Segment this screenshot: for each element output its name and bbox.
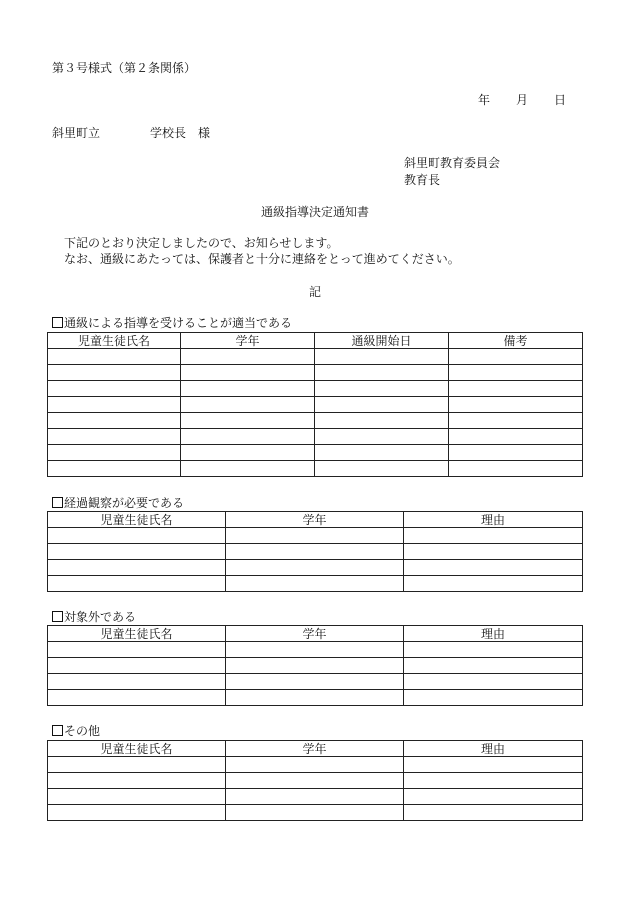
sender-org: 斜里町教育委員会 xyxy=(404,156,501,170)
section-label-not-applicable xyxy=(52,610,136,624)
table-cell[interactable] xyxy=(404,690,583,706)
section-label-text: 通級による指導を受けることが適当である xyxy=(64,316,293,330)
form-number: 第３号様式（第２条関係） xyxy=(52,61,197,75)
table-cell[interactable] xyxy=(226,658,404,674)
date-year-label: 年 xyxy=(478,93,491,107)
table-cell[interactable] xyxy=(48,349,181,365)
table-row xyxy=(48,576,583,592)
table-cell[interactable] xyxy=(404,642,583,658)
table-cell[interactable] xyxy=(48,690,226,706)
table-cell[interactable] xyxy=(48,461,181,477)
column-header-name: 児童生徒氏名 xyxy=(48,741,226,757)
column-header-grade: 学年 xyxy=(226,626,404,642)
table-header-row xyxy=(48,333,583,349)
column-header-reason: 理由 xyxy=(404,512,583,528)
table-row xyxy=(48,757,583,773)
date-line xyxy=(478,93,566,107)
recipient-town: 斜里町立 xyxy=(52,126,101,140)
observation-table-body xyxy=(48,528,583,592)
table-cell[interactable] xyxy=(48,674,226,690)
table-row xyxy=(48,381,583,397)
ki-heading: 記 xyxy=(308,285,321,299)
table-row xyxy=(48,560,583,576)
table-row xyxy=(48,461,583,477)
other-table-body xyxy=(48,757,583,821)
table-cell[interactable] xyxy=(404,773,583,789)
not-applicable-table-body xyxy=(48,642,583,706)
table-cell[interactable] xyxy=(226,690,404,706)
table-cell[interactable] xyxy=(48,365,181,381)
column-header-reason: 理由 xyxy=(404,741,583,757)
table-cell[interactable] xyxy=(449,349,583,365)
table-cell[interactable] xyxy=(48,560,226,576)
table-cell[interactable] xyxy=(48,658,226,674)
sender-title: 教育長 xyxy=(404,173,441,187)
table-cell[interactable] xyxy=(226,528,404,544)
section-label-text: 対象外である xyxy=(64,610,137,624)
table-cell[interactable] xyxy=(404,528,583,544)
table-row xyxy=(48,674,583,690)
table-cell[interactable] xyxy=(315,445,449,461)
checkbox-observation[interactable] xyxy=(52,497,63,508)
table-cell[interactable] xyxy=(48,789,226,805)
table-cell[interactable] xyxy=(181,349,315,365)
document-title: 通級指導決定通知書 xyxy=(260,205,369,219)
recipient-line xyxy=(52,126,210,140)
table-cell[interactable] xyxy=(181,445,315,461)
column-header-grade: 学年 xyxy=(226,512,404,528)
table-cell[interactable] xyxy=(226,674,404,690)
table-cell[interactable] xyxy=(48,528,226,544)
table-cell[interactable] xyxy=(315,413,449,429)
table-cell[interactable] xyxy=(48,642,226,658)
table-cell[interactable] xyxy=(181,397,315,413)
table-row xyxy=(48,413,583,429)
table-cell[interactable] xyxy=(226,576,404,592)
table-cell[interactable] xyxy=(226,789,404,805)
table-cell[interactable] xyxy=(404,658,583,674)
eligible-table-body xyxy=(48,349,583,477)
table-cell[interactable] xyxy=(449,397,583,413)
checkbox-eligible[interactable] xyxy=(52,317,63,328)
column-header-name: 児童生徒氏名 xyxy=(48,333,181,349)
table-cell[interactable] xyxy=(404,544,583,560)
column-header-name: 児童生徒氏名 xyxy=(48,512,226,528)
section-label-other xyxy=(52,724,100,738)
table-cell[interactable] xyxy=(181,365,315,381)
not-applicable-table xyxy=(47,625,583,706)
table-cell[interactable] xyxy=(449,413,583,429)
section-label-eligible xyxy=(52,316,292,330)
table-header-row xyxy=(48,512,583,528)
checkbox-other[interactable] xyxy=(52,725,63,736)
table-row xyxy=(48,445,583,461)
table-cell[interactable] xyxy=(449,365,583,381)
table-row xyxy=(48,365,583,381)
column-header-grade: 学年 xyxy=(181,333,315,349)
table-row xyxy=(48,397,583,413)
table-row xyxy=(48,789,583,805)
table-cell[interactable] xyxy=(181,413,315,429)
table-cell[interactable] xyxy=(315,429,449,445)
table-cell[interactable] xyxy=(181,461,315,477)
table-cell[interactable] xyxy=(226,544,404,560)
table-cell[interactable] xyxy=(181,381,315,397)
body-text-line-2: なお、通級にあたっては、保護者と十分に連絡をとって進めてください。 xyxy=(64,252,460,266)
table-cell[interactable] xyxy=(404,805,583,821)
table-row xyxy=(48,805,583,821)
column-header-start-date: 通級開始日 xyxy=(315,333,449,349)
table-row xyxy=(48,658,583,674)
table-cell[interactable] xyxy=(315,349,449,365)
table-cell[interactable] xyxy=(226,773,404,789)
table-row xyxy=(48,642,583,658)
table-cell[interactable] xyxy=(226,757,404,773)
table-header-row xyxy=(48,741,583,757)
table-cell[interactable] xyxy=(404,757,583,773)
table-cell[interactable] xyxy=(449,445,583,461)
table-cell[interactable] xyxy=(315,365,449,381)
checkbox-not-applicable[interactable] xyxy=(52,611,63,622)
table-cell[interactable] xyxy=(48,413,181,429)
table-row xyxy=(48,349,583,365)
table-cell[interactable] xyxy=(404,576,583,592)
other-table xyxy=(47,740,583,821)
table-cell[interactable] xyxy=(226,560,404,576)
section-label-text: 経過観察が必要である xyxy=(64,496,185,510)
body-text-line-1: 下記のとおり決定しましたので、お知らせします。 xyxy=(64,236,339,250)
table-cell[interactable] xyxy=(449,461,583,477)
section-label-observation xyxy=(52,496,184,510)
table-cell[interactable] xyxy=(449,429,583,445)
table-row xyxy=(48,528,583,544)
table-cell[interactable] xyxy=(226,642,404,658)
table-cell[interactable] xyxy=(48,445,181,461)
column-header-name: 児童生徒氏名 xyxy=(48,626,226,642)
table-cell[interactable] xyxy=(48,397,181,413)
column-header-grade: 学年 xyxy=(226,741,404,757)
table-row xyxy=(48,544,583,560)
observation-table xyxy=(47,511,583,592)
table-cell[interactable] xyxy=(449,381,583,397)
table-cell[interactable] xyxy=(404,560,583,576)
column-header-remarks: 備考 xyxy=(449,333,583,349)
table-cell[interactable] xyxy=(404,789,583,805)
table-cell[interactable] xyxy=(48,544,226,560)
table-cell[interactable] xyxy=(48,757,226,773)
table-cell[interactable] xyxy=(315,381,449,397)
section-label-text: その他 xyxy=(64,724,101,738)
table-cell[interactable] xyxy=(315,461,449,477)
table-cell[interactable] xyxy=(48,429,181,445)
table-cell[interactable] xyxy=(48,381,181,397)
table-header-row xyxy=(48,626,583,642)
table-row xyxy=(48,429,583,445)
table-cell[interactable] xyxy=(315,397,449,413)
table-cell[interactable] xyxy=(404,674,583,690)
table-row xyxy=(48,773,583,789)
table-cell[interactable] xyxy=(48,805,226,821)
table-cell[interactable] xyxy=(48,773,226,789)
date-day-label: 日 xyxy=(554,93,567,107)
date-month-label: 月 xyxy=(516,93,529,107)
table-cell[interactable] xyxy=(181,429,315,445)
recipient-title: 学校長 様 xyxy=(150,126,211,140)
column-header-reason: 理由 xyxy=(404,626,583,642)
table-cell[interactable] xyxy=(226,805,404,821)
table-row xyxy=(48,690,583,706)
table-cell[interactable] xyxy=(48,576,226,592)
eligible-table xyxy=(47,332,583,477)
